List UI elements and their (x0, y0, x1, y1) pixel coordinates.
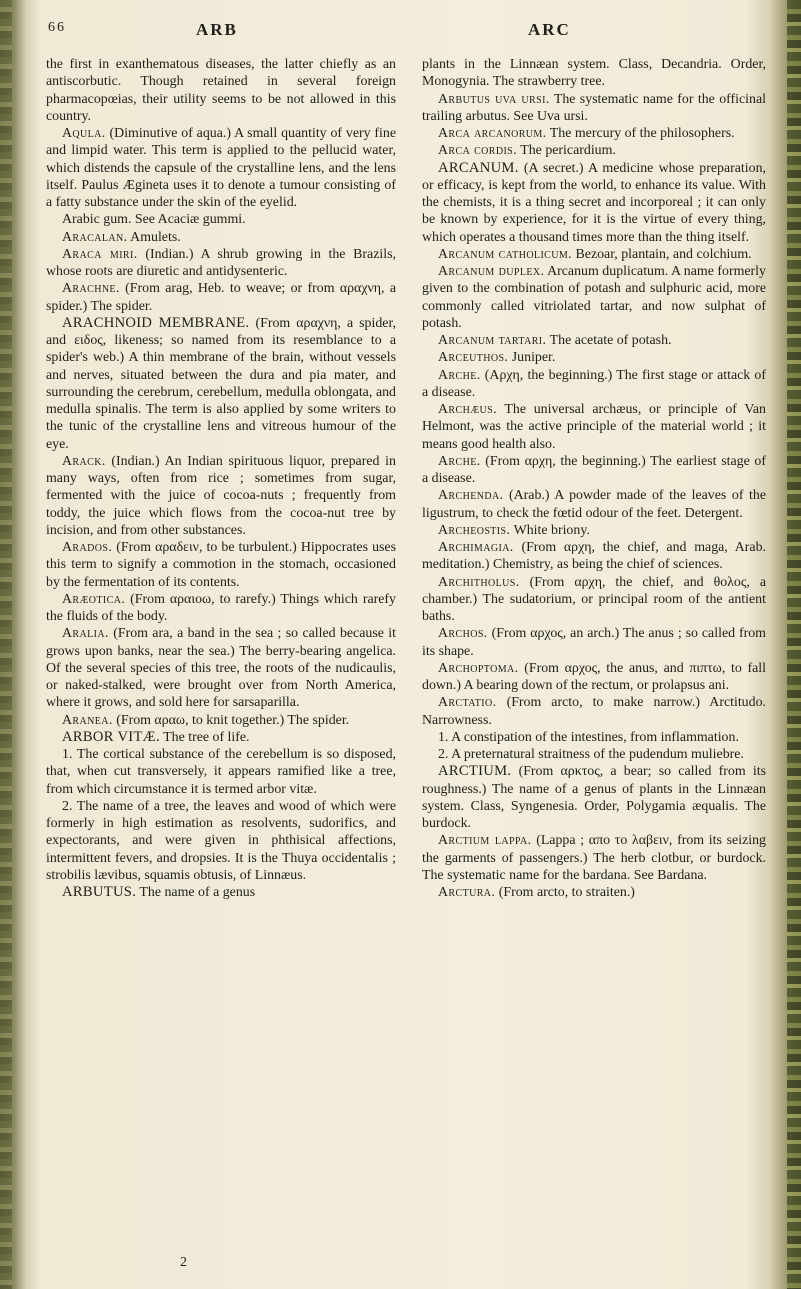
entry-headword: ARCANUM. (438, 159, 519, 176)
dictionary-entry (46, 798, 396, 884)
entry-headword: Arcanum tartari. (438, 333, 547, 348)
entry-headword: Archeostis. (438, 522, 511, 538)
dictionary-entry (422, 694, 766, 729)
entry-headword: Architholus. (438, 574, 520, 590)
entry-headword: Arche. (438, 453, 481, 469)
dictionary-entry (422, 522, 766, 539)
entry-definition: (Lappa ; απο το λαβειν, from its seizing the garments of passengers.) The herb clotbur, or burdock. The systematic name for the bardana. See Bardana. (422, 833, 766, 883)
entry-definition: (Arab.) A powder made of the leaves of the ligustrum, to check the fœtid odour of the feet. Detergent. (422, 488, 766, 521)
entry-headword: Archæus. (438, 402, 497, 417)
entry-definition: (From arag, Heb. to weave; or from αραχνη, a spider.) The spider. (46, 281, 396, 314)
entry-headword: Araca miri. (62, 246, 138, 262)
entry-headword: Arcanum duplex. (438, 264, 545, 279)
entry-headword: ARCTIUM. (438, 763, 512, 780)
entry-definition: (Indian.) An Indian spirituous liquor, prepared in many ways, often from rice ; sometimes from sugar, fermented with the juice of cocoa-nuts ; frequently from toddy, the juice which flows from the cocoa-nut tree by incision, and from other substances. (46, 453, 396, 538)
dictionary-entry (46, 591, 396, 626)
entry-definition: The tree of life. (163, 729, 250, 745)
entry-definition: The universal archæus, or principle of Van Helmont, was the active principle of the material world ; it means good health also. (422, 402, 766, 452)
entry-definition: The name of a genus (139, 885, 256, 900)
entry-headword: Arachne. (62, 281, 120, 297)
entry-headword: Aracalan. (62, 229, 128, 245)
entry-headword: Aræotica. (62, 591, 126, 607)
continued-paragraph (422, 56, 766, 91)
dictionary-entry (46, 453, 396, 539)
running-head-right: ARC (528, 20, 571, 39)
entry-headword: Arceuthos. (438, 350, 509, 366)
dictionary-entry (422, 125, 766, 142)
dictionary-entry (46, 625, 396, 711)
entry-definition: (From αραω, to knit together.) The spider. (116, 712, 350, 728)
dictionary-entry (422, 453, 766, 488)
dictionary-entry (46, 712, 396, 729)
page-number: 66 (48, 20, 66, 35)
entry-headword: Archenda. (438, 488, 504, 504)
entry-definition: The mercury of the philosophers. (549, 126, 735, 141)
entry-headword: Arctium lappa. (438, 833, 532, 849)
entry-definition: Amulets. (130, 229, 181, 245)
entry-definition: (From αραδειν, to be turbulent.) Hippocrates uses this term to signify a commotion in the stomach, occasioned by the fermentation of its contents. (46, 540, 396, 590)
entry-definition: the first in exanthematous diseases, the latter chiefly as an antiscorbutic. Though retained in several foreign pharmacopœias, their utility seems to be not allowed in this country. (46, 57, 396, 124)
entry-headword: Arca cordis. (438, 143, 518, 159)
dictionary-entry (46, 229, 396, 246)
entry-definition: 1. A constipation of the intestines, from inflammation. (438, 729, 739, 745)
dictionary-entry (422, 367, 766, 402)
dictionary-entry (422, 263, 766, 332)
entry-headword: ARBOR VITÆ. (62, 728, 160, 745)
entry-definition: (Αρχη, the beginning.) The first stage or attack of a disease. (422, 367, 766, 400)
dictionary-entry (46, 746, 396, 798)
dictionary-entry (46, 315, 396, 453)
running-head-left: ARB (196, 20, 238, 39)
entry-headword: Aranea. (62, 712, 113, 728)
entry-definition: (From ara, a band in the sea ; so called because it grows upon banks, near the sea.) The berry-bearing angelica. Of the several species of this tree, the roots of the nudicaulis, or naked-stalked, were brought over from North America, where it grows, and sold here for sarsaparilla. (46, 626, 396, 711)
entry-definition: The systematic name for the officinal trailing arbutus. See Uva ursi. (422, 91, 766, 124)
dictionary-entry (46, 280, 396, 315)
entry-definition: Arcanum duplicatum. A name formerly given to the combination of potash and sulphuric acid, more commonly called vitriolated tartar, and now sulphat of potash. (422, 264, 766, 331)
entry-headword: Arche. (438, 367, 481, 383)
entry-definition: (From αρκτος, a bear; so called from its roughness.) The name of a genus of plants in the Linnæan system. Class, Syngenesia. Order, Polygamia æqualis. The burdock. (422, 764, 766, 831)
entry-definition: (From αρχη, the chief, and θολος, a chamber.) The sudatorium, or principal room of the antient baths. (422, 574, 766, 624)
entry-definition: 2. A preternatural straitness of the pudendum muliebre. (438, 747, 744, 762)
entry-headword: Arcanum catholicum. (438, 246, 573, 262)
entry-definition: (Diminutive of aqua.) A small quantity of very fine and limpid water. This term is applied to the pellucid water, which distends the capsule of the crystalline lens, and the lens itself. Paulus Ægineta uses it to denote a tumour consisting of a fatty substance under the skin of the eyelid. (46, 126, 396, 210)
dictionary-entry (422, 401, 766, 453)
entry-definition: (From αρχος, the anus, and πιπτω, to fall down.) A bearing down of the rectum, or prolapsus ani. (422, 660, 766, 693)
dictionary-entry (46, 539, 396, 591)
entry-definition: (From arcto, to straiten.) (498, 885, 635, 900)
entry-definition: (Indian.) A shrub growing in the Brazils, whose roots are diuretic and antidysenteric. (46, 246, 396, 279)
continued-paragraph (46, 56, 396, 125)
entry-definition: The acetate of potash. (549, 333, 672, 348)
entry-definition: Juniper. (511, 350, 556, 366)
entry-definition: (From αρχος, an arch.) The anus ; so called from its shape. (422, 626, 766, 659)
entry-definition: White briony. (513, 522, 590, 538)
dictionary-entry (422, 142, 766, 159)
dictionary-entry (422, 160, 766, 246)
signature-mark: 2 (180, 1255, 187, 1270)
dictionary-entry (46, 884, 396, 901)
dictionary-entry (422, 832, 766, 884)
entry-headword: Arctura. (438, 885, 496, 900)
entry-definition: 2. The name of a tree, the leaves and wood of which were formerly in high estimation as resolvents, sudorifics, and expectorants, and were given in phthisical affections, intermittent fevers, and dropsies. It is the Thuya occidentalis ; strobilis lævibus, squamis obtusis, of Linnæus. (46, 798, 396, 883)
entry-definition: (From αραιοω, to rarefy.) Things which rarefy the fluids of the body. (46, 591, 396, 624)
entry-definition: (From αραχνη, a spider, and ειδος, likeness; so named from its resemblance to a spider's web.) A thin membrane of the brain, without vessels and nerves, situated between the dura and pia mater, and surrounding the cerebrum, cerebellum, medulla oblongata, and medulla spinalis. The term is also applied by some writers to the tunic of the crystalline lens and vitreous humour of the eye. (46, 315, 396, 452)
dictionary-entry (422, 729, 766, 746)
dictionary-entry (422, 574, 766, 626)
dictionary-entry (46, 211, 396, 228)
entry-definition: The pericardium. (520, 143, 616, 159)
entry-headword: Archimagia. (438, 540, 514, 555)
entry-definition: 1. The cortical substance of the cerebellum is so disposed, that, when cut transversely, it appears ramified like a tree, from which circumstance it is termed arbor vitæ. (46, 747, 396, 797)
dictionary-entry (422, 746, 766, 763)
dictionary-entry (422, 91, 766, 126)
entry-headword: Arctatio. (438, 695, 497, 711)
entry-headword: Aralia. (62, 626, 109, 642)
entry-headword: Archoptoma. (438, 660, 519, 676)
entry-headword: ARBUTUS. (62, 884, 137, 900)
entry-headword: Arack. (62, 453, 106, 469)
entry-definition: Bezoar, plantain, and colchium. (575, 246, 752, 262)
entry-headword: ARACHNOID MEMBRANE. (62, 314, 250, 331)
dictionary-entry (46, 729, 396, 746)
dictionary-entry (422, 487, 766, 522)
entry-headword: Arbutus uva ursi. (438, 91, 550, 107)
dictionary-entry (422, 884, 766, 901)
entry-definition: (From αρχη, the beginning.) The earliest stage of a disease. (422, 453, 766, 486)
entry-headword: Aqula. (62, 126, 106, 141)
right-column (422, 56, 766, 901)
entry-definition: (A secret.) A medicine whose preparation, or efficacy, is kept from the world, to enhance its value. With the chemists, it is a thing secret and incorporeal ; it can only be known by experience, for it is the virtue of every thing, which operates a thousand times more than the thing itself. (422, 160, 766, 245)
entry-definition: plants in the Linnæan system. Class, Decandria. Order, Monogynia. The strawberry tree. (422, 57, 766, 90)
dictionary-entry (46, 246, 396, 281)
entry-headword: Arca arcanorum. (438, 126, 547, 141)
dictionary-entry (46, 125, 396, 211)
dictionary-entry (422, 332, 766, 349)
left-column (46, 56, 396, 901)
dictionary-entry (422, 539, 766, 574)
dictionary-entry (422, 763, 766, 832)
entry-definition: (From αρχη, the chief, and maga, Arab. meditation.) Chemistry, as being the chief of sciences. (422, 540, 766, 573)
entry-definition: (From arcto, to make narrow.) Arctitudo. Narrowness. (422, 695, 766, 728)
entry-headword: Arados. (62, 540, 113, 555)
page-header (48, 20, 760, 44)
dictionary-entry (422, 625, 766, 660)
dictionary-entry (422, 660, 766, 695)
entry-definition: Arabic gum. See Acaciæ gummi. (62, 212, 246, 228)
dictionary-entry (422, 349, 766, 366)
dictionary-entry (422, 246, 766, 263)
entry-headword: Archos. (438, 626, 488, 642)
